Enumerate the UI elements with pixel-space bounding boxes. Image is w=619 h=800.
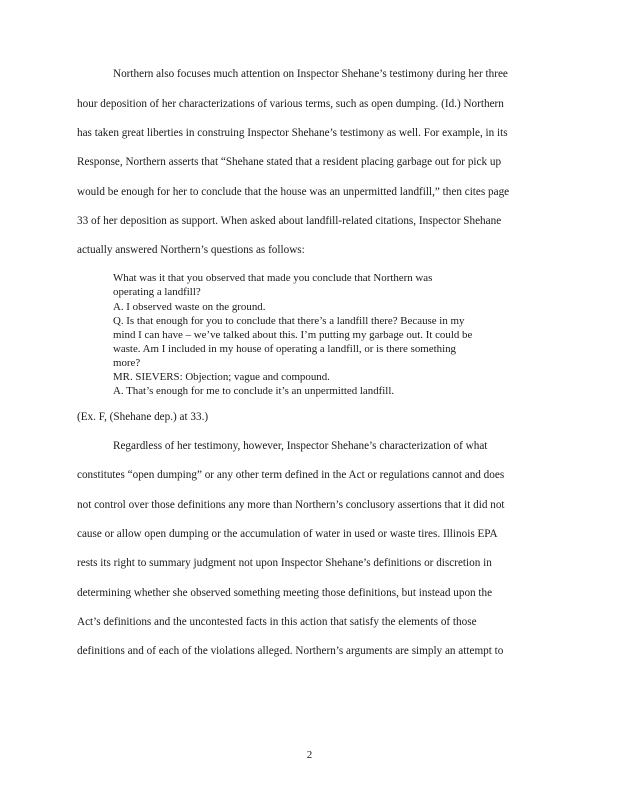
paragraph-1-line-5: would be enough for her to conclude that the house was an unpermitted landfill,” then cites page <box>77 186 510 198</box>
paragraph-1-line-1: Northern also focuses much attention on Inspector Shehane’s testimony during her three <box>113 68 508 80</box>
paragraph-2-line-7: Act’s definitions and the uncontested facts in this action that satisfy the elements of those <box>77 616 477 628</box>
page-number: 2 <box>306 749 313 761</box>
paragraph-1-line-6: 33 of her deposition as support. When asked about landfill-related citations, Inspector Shehane <box>77 215 502 227</box>
quote-line-5: mind I can have – we’ve talked about this. I’m putting my garbage out. It could be <box>113 329 473 341</box>
quote-line-4: Q. Is that enough for you to conclude that there’s a landfill there? Because in my <box>113 315 465 327</box>
quote-line-3: A. I observed waste on the ground. <box>113 301 266 313</box>
paragraph-2-line-2: constitutes “open dumping” or any other term defined in the Act or regulations cannot and does <box>77 469 505 481</box>
paragraph-2-line-5: rests its right to summary judgment not upon Inspector Shehane’s definitions or discretion in <box>77 557 492 569</box>
paragraph-2-line-8: definitions and of each of the violations alleged. Northern’s arguments are simply an attempt to <box>77 645 504 657</box>
paragraph-1-line-4: Response, Northern asserts that “Shehane stated that a resident placing garbage out for pick up <box>77 156 502 168</box>
quote-line-9: A. That’s enough for me to conclude it’s an unpermitted landfill. <box>113 385 395 397</box>
paragraph-2-line-3: not control over those definitions any more than Northern’s conclusory assertions that it did not <box>77 499 505 511</box>
quote-line-7: more? <box>113 357 141 369</box>
paragraph-1-line-7: actually answered Northern’s questions as follows: <box>77 244 305 256</box>
paragraph-2-line-4: cause or allow open dumping or the accumulation of water in used or waste tires. Illinois EPA <box>77 528 498 540</box>
quote-line-2: operating a landfill? <box>113 286 201 298</box>
quote-line-1: What was it that you observed that made you conclude that Northern was <box>113 272 433 284</box>
quote-line-8: MR. SIEVERS: Objection; vague and compound. <box>113 371 330 383</box>
paragraph-2-line-6: determining whether she observed something meeting those definitions, but instead upon the <box>77 587 493 599</box>
paragraph-1-line-2: hour deposition of her characterizations of various terms, such as open dumping. (Id.) Northern <box>77 98 504 110</box>
quote-line-6: waste. Am I included in my house of operating a landfill, or is there something <box>113 343 456 355</box>
citation: (Ex. F, (Shehane dep.) at 33.) <box>77 411 209 423</box>
paragraph-2-line-1: Regardless of her testimony, however, Inspector Shehane’s characterization of what <box>113 440 488 452</box>
paragraph-1-line-3: has taken great liberties in construing Inspector Shehane’s testimony as well. For example, in its <box>77 127 508 139</box>
